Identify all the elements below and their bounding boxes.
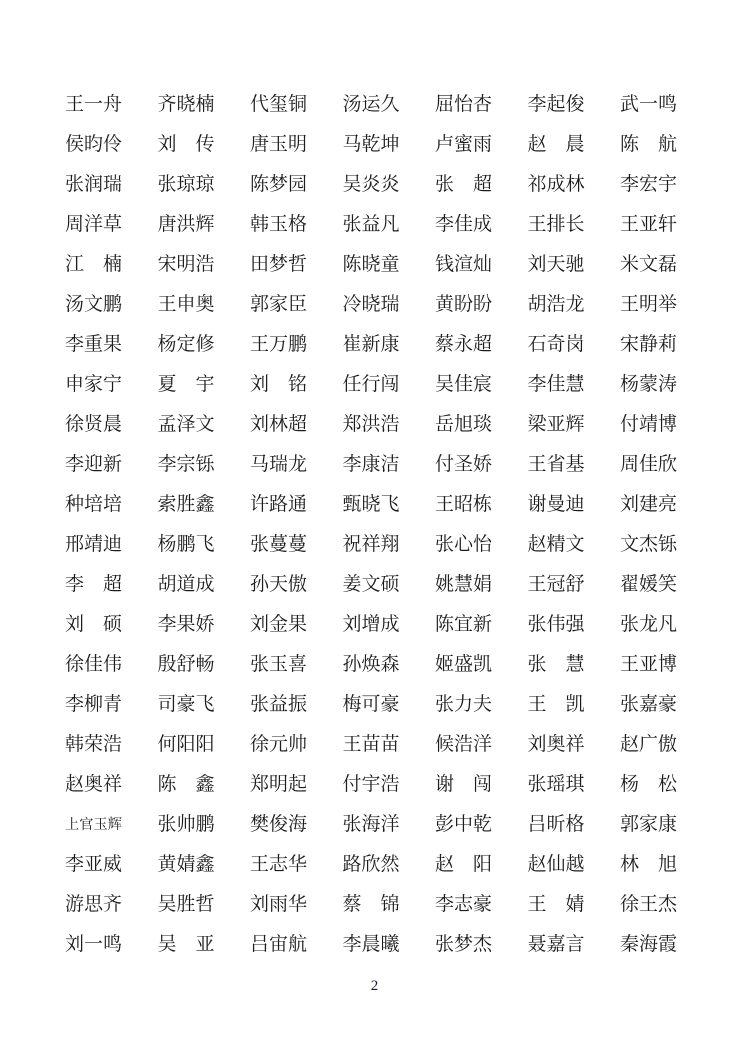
name-cell: 蔡永超 bbox=[435, 334, 493, 355]
name-cell: 汤运久 bbox=[342, 94, 400, 115]
name-cell: 唐洪辉 bbox=[157, 214, 215, 235]
name-cell: 张蔓蔓 bbox=[250, 534, 308, 555]
name-cell: 吴佳宸 bbox=[435, 374, 493, 395]
name-cell: 杨鹏飞 bbox=[157, 534, 215, 555]
name-cell: 赵阳 bbox=[435, 854, 492, 875]
name-cell: 张力夫 bbox=[435, 694, 493, 715]
name-cell: 赵晨 bbox=[527, 134, 585, 155]
name-cell: 殷舒畅 bbox=[157, 654, 215, 675]
name-cell: 李果娇 bbox=[157, 614, 215, 635]
name-cell: 陈鑫 bbox=[157, 774, 215, 795]
name-cell: 杨蒙涛 bbox=[620, 374, 678, 395]
name-cell: 黄盼盼 bbox=[435, 294, 493, 315]
name-cell: 聂嘉言 bbox=[527, 934, 585, 955]
name-cell: 姚慧娟 bbox=[435, 574, 493, 595]
name-cell: 胡道成 bbox=[157, 574, 215, 595]
name-cell: 谢曼迪 bbox=[527, 494, 585, 515]
name-cell: 吕宙航 bbox=[250, 934, 308, 955]
name-cell: 付圣娇 bbox=[435, 454, 493, 475]
name-cell: 张超 bbox=[435, 174, 492, 195]
name-cell: 吴炎炎 bbox=[342, 174, 400, 195]
name-cell: 孙焕森 bbox=[342, 654, 400, 675]
name-cell: 马乾坤 bbox=[342, 134, 400, 155]
name-cell: 任行闯 bbox=[342, 374, 400, 395]
name-cell: 周佳欣 bbox=[620, 454, 678, 475]
name-cell: 张心怡 bbox=[435, 534, 493, 555]
name-cell: 吕昕格 bbox=[527, 814, 585, 835]
name-cell: 赵奥祥 bbox=[65, 774, 123, 795]
name-cell: 江楠 bbox=[65, 254, 122, 275]
name-cell: 张梦杰 bbox=[435, 934, 493, 955]
name-cell: 屈怡杏 bbox=[435, 94, 493, 115]
name-cell: 郭家康 bbox=[620, 814, 678, 835]
name-cell: 刘传 bbox=[157, 134, 215, 155]
name-cell: 宋静莉 bbox=[620, 334, 678, 355]
name-cell: 赵仙越 bbox=[527, 854, 585, 875]
name-cell: 付宇浩 bbox=[342, 774, 400, 795]
name-cell: 李亚威 bbox=[65, 854, 123, 875]
name-cell: 张帅鹏 bbox=[157, 814, 215, 835]
name-cell: 刘建亮 bbox=[620, 494, 678, 515]
name-cell: 郑明起 bbox=[250, 774, 308, 795]
name-cell: 王申奥 bbox=[157, 294, 215, 315]
page-number: 2 bbox=[370, 978, 379, 994]
name-cell: 吴亚 bbox=[157, 934, 215, 955]
name-cell: 何阳阳 bbox=[157, 734, 215, 755]
name-cell: 徐贤晨 bbox=[65, 414, 123, 435]
name-cell: 崔新康 bbox=[342, 334, 400, 355]
name-cell: 王凯 bbox=[527, 694, 585, 715]
name-cell: 姬盛凯 bbox=[435, 654, 493, 675]
name-cell: 张龙凡 bbox=[620, 614, 678, 635]
name-cell: 文杰铄 bbox=[620, 534, 678, 555]
name-cell: 王明举 bbox=[620, 294, 678, 315]
name-cell: 卢蜜雨 bbox=[435, 134, 493, 155]
name-cell: 上官玉辉 bbox=[65, 817, 122, 833]
name-cell: 刘铭 bbox=[250, 374, 307, 395]
name-cell: 李超 bbox=[65, 574, 122, 595]
name-cell: 张琼琼 bbox=[157, 174, 215, 195]
name-cell: 周洋草 bbox=[65, 214, 123, 235]
name-cell: 郭家臣 bbox=[250, 294, 308, 315]
name-cell: 徐王杰 bbox=[620, 894, 678, 915]
name-cell: 赵广傲 bbox=[620, 734, 678, 755]
name-cell: 刘林超 bbox=[250, 414, 308, 435]
name-cell: 路欣然 bbox=[342, 854, 400, 875]
name-cell: 韩荣浩 bbox=[65, 734, 123, 755]
name-cell: 祝祥翔 bbox=[342, 534, 400, 555]
name-cell: 陈晓童 bbox=[342, 254, 400, 275]
name-cell: 刘奥祥 bbox=[527, 734, 585, 755]
name-cell: 孟泽文 bbox=[157, 414, 215, 435]
name-cell: 侯昀伶 bbox=[65, 134, 123, 155]
name-cell: 张嘉豪 bbox=[620, 694, 678, 715]
name-cell: 王冠舒 bbox=[527, 574, 585, 595]
name-cell: 郑洪浩 bbox=[342, 414, 400, 435]
name-cell: 李佳成 bbox=[435, 214, 493, 235]
name-cell: 陈航 bbox=[620, 134, 677, 155]
name-cell: 宋明浩 bbox=[157, 254, 215, 275]
name-cell: 谢闯 bbox=[435, 774, 492, 795]
name-cell: 唐玉明 bbox=[250, 134, 308, 155]
name-cell: 刘增成 bbox=[342, 614, 400, 635]
name-cell: 张益振 bbox=[250, 694, 308, 715]
name-cell: 胡浩龙 bbox=[527, 294, 585, 315]
name-cell: 陈梦园 bbox=[250, 174, 308, 195]
name-cell: 种培培 bbox=[65, 494, 123, 515]
name-cell: 李迎新 bbox=[65, 454, 123, 475]
name-cell: 王昭栋 bbox=[435, 494, 493, 515]
name-cell: 刘天驰 bbox=[527, 254, 585, 275]
name-cell: 汤文鹏 bbox=[65, 294, 123, 315]
name-cell: 张益凡 bbox=[342, 214, 400, 235]
name-cell: 夏宇 bbox=[157, 374, 215, 395]
name-cell: 梅可豪 bbox=[342, 694, 400, 715]
name-cell: 田梦哲 bbox=[250, 254, 308, 275]
name-cell: 王亚轩 bbox=[620, 214, 678, 235]
name-cell: 张慧 bbox=[527, 654, 585, 675]
name-cell: 候浩洋 bbox=[435, 734, 493, 755]
name-cell: 梁亚辉 bbox=[527, 414, 585, 435]
name-cell: 刘硕 bbox=[65, 614, 122, 635]
name-cell: 彭中乾 bbox=[435, 814, 493, 835]
name-cell: 李晨曦 bbox=[342, 934, 400, 955]
name-cell: 李宗铄 bbox=[157, 454, 215, 475]
name-cell: 米文磊 bbox=[620, 254, 678, 275]
name-cell: 索胜鑫 bbox=[157, 494, 215, 515]
name-cell: 杨松 bbox=[620, 774, 677, 795]
name-cell: 马瑞龙 bbox=[250, 454, 308, 475]
name-cell: 祁成林 bbox=[527, 174, 585, 195]
name-cell: 张玉喜 bbox=[250, 654, 308, 675]
name-cell: 付靖博 bbox=[620, 414, 678, 435]
name-cell: 王亚博 bbox=[620, 654, 678, 675]
name-cell: 刘雨华 bbox=[250, 894, 308, 915]
name-cell: 王婧 bbox=[527, 894, 585, 915]
name-cell: 钱渲灿 bbox=[435, 254, 493, 275]
name-cell: 王苗苗 bbox=[342, 734, 400, 755]
name-cell: 吴胜哲 bbox=[157, 894, 215, 915]
name-cell: 徐佳伟 bbox=[65, 654, 123, 675]
name-cell: 司豪飞 bbox=[157, 694, 215, 715]
name-cell: 王万鹏 bbox=[250, 334, 308, 355]
name-cell: 王一舟 bbox=[65, 94, 123, 115]
name-cell: 游思齐 bbox=[65, 894, 123, 915]
name-cell: 许路通 bbox=[250, 494, 308, 515]
name-cell: 秦海霞 bbox=[620, 934, 678, 955]
name-cell: 张瑶琪 bbox=[527, 774, 585, 795]
name-cell: 张海洋 bbox=[342, 814, 400, 835]
name-cell: 齐晓楠 bbox=[157, 94, 215, 115]
name-cell: 王排长 bbox=[527, 214, 585, 235]
name-cell: 陈宜新 bbox=[435, 614, 493, 635]
name-cell: 张润瑞 bbox=[65, 174, 123, 195]
name-cell: 杨定修 bbox=[157, 334, 215, 355]
name-cell: 翟媛笑 bbox=[620, 574, 678, 595]
name-cell: 孙天傲 bbox=[250, 574, 308, 595]
names-grid bbox=[65, 85, 677, 965]
name-cell: 代玺铜 bbox=[250, 94, 308, 115]
name-cell: 刘金果 bbox=[250, 614, 308, 635]
name-cell: 李起俊 bbox=[527, 94, 585, 115]
name-cell: 李宏宇 bbox=[620, 174, 678, 195]
name-cell: 李佳慧 bbox=[527, 374, 585, 395]
name-cell: 李重果 bbox=[65, 334, 123, 355]
name-cell: 徐元帅 bbox=[250, 734, 308, 755]
name-cell: 石奇岗 bbox=[527, 334, 585, 355]
name-cell: 蔡锦 bbox=[342, 894, 400, 915]
name-cell: 冷晓瑞 bbox=[342, 294, 400, 315]
name-cell: 邢靖迪 bbox=[65, 534, 123, 555]
name-cell: 刘一鸣 bbox=[65, 934, 123, 955]
name-cell: 申家宁 bbox=[65, 374, 123, 395]
name-cell: 武一鸣 bbox=[620, 94, 678, 115]
name-cell: 张伟强 bbox=[527, 614, 585, 635]
name-cell: 黄婧鑫 bbox=[157, 854, 215, 875]
name-cell: 王志华 bbox=[250, 854, 308, 875]
name-cell: 姜文硕 bbox=[342, 574, 400, 595]
name-cell: 赵精文 bbox=[527, 534, 585, 555]
name-cell: 李康洁 bbox=[342, 454, 400, 475]
name-cell: 甄晓飞 bbox=[342, 494, 400, 515]
name-cell: 林旭 bbox=[620, 854, 677, 875]
name-cell: 李志豪 bbox=[435, 894, 493, 915]
name-cell: 韩玉格 bbox=[250, 214, 308, 235]
name-cell: 王省基 bbox=[527, 454, 585, 475]
name-cell: 李柳青 bbox=[65, 694, 123, 715]
name-cell: 岳旭琰 bbox=[435, 414, 493, 435]
name-cell: 樊俊海 bbox=[250, 814, 308, 835]
